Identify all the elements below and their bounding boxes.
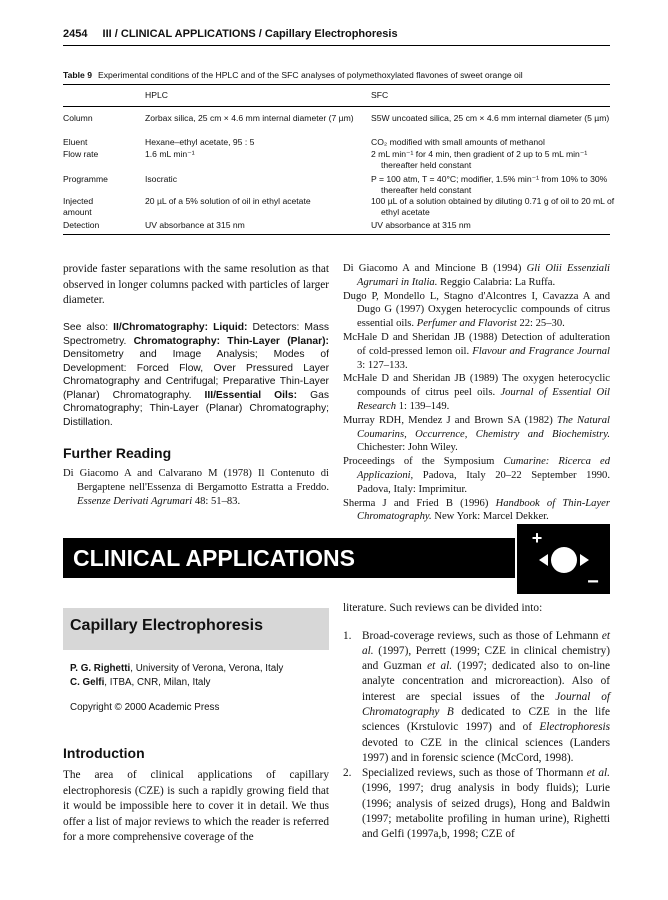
list-number: 1. [343, 629, 352, 642]
ref-journal: Essenze Derivati Agrumari [77, 495, 193, 507]
table-cell-param: Eluent [63, 137, 88, 147]
table-cell-sfc: 100 µL of a solution obtained by diluting 0.71 g of oil to 20 mL of ethyl acetate [371, 196, 615, 217]
list-text: Specialized reviews, such as those of Thormann [362, 767, 584, 780]
ref-text: Reggio Calabria: La Ruffa. [440, 276, 556, 288]
list-intro: literature. Such reviews can be divided into: [343, 602, 543, 614]
see-also-link[interactable]: Chromatography: Thin-Layer (Planar): [133, 335, 329, 347]
table-cell-sfc: UV absorbance at 315 nm [371, 220, 471, 230]
reference-list [343, 262, 610, 524]
plus-sign: + [531, 528, 543, 548]
author-affiliation: , University of Verona, Verona, Italy [130, 663, 284, 674]
table-caption-text: Experimental conditions of the HPLC and of the SFC analyses of polymethoxylated flavones of sweet orange oil [97, 70, 523, 80]
list-italic: et al. [362, 629, 610, 657]
ref-text: Sherma J and Fried B (1996) [343, 497, 489, 509]
table-cell-hplc: 20 µL of a 5% solution of oil in ethyl acetate [145, 196, 311, 206]
see-also-label: See also: [63, 322, 109, 333]
ref-title: Gli Olii Essenziali Agrumari in Italia. [357, 263, 610, 288]
list-italic: Electrophoresis [539, 721, 611, 734]
ref-title: The Natural Coumarins, Occurrence, Chemistry and Biochemistry. [357, 414, 610, 440]
ref-text: Chichester: John Wiley. [357, 442, 458, 454]
zoom-navigator-icon [517, 524, 610, 594]
ref-text: 1: 139–149. [398, 400, 450, 412]
table-cell-hplc: 1.6 mL min⁻¹ [145, 149, 195, 159]
ref-title: Flavour and Fragrance Journal [472, 345, 611, 357]
table-rule-bottom [63, 234, 610, 235]
ref-text: Dugo P, Mondello L, Stagno d'Alcontres I, Cavazza A and Dugo G (1997) Oxygen heterocyclic compounds of citrus essential oils. [343, 290, 610, 330]
reference [343, 290, 610, 331]
banner-title: CLINICAL APPLICATIONS [73, 545, 355, 571]
author-line [70, 662, 283, 676]
review-list [343, 601, 610, 843]
list-italic: Journal of Chromatography B [362, 690, 610, 718]
running-header [63, 28, 398, 40]
ref-text: 22: 25–30. [519, 318, 565, 330]
reference [343, 414, 610, 455]
reference [343, 262, 610, 290]
list-italic: et al. [427, 660, 453, 673]
table-cell-sfc: CO₂ modified with small amounts of methanol [371, 137, 545, 147]
ref-title: Handbook of Thin-Layer Chromatography. [357, 497, 610, 523]
article-title: Capillary Electrophoresis [70, 617, 263, 634]
reference [63, 467, 329, 508]
table-cell-hplc: Zorbax silica, 25 cm × 4.6 mm internal diameter (7 µm) [145, 113, 354, 123]
reference [343, 331, 610, 372]
author-name: C. Gelfi [70, 677, 105, 688]
ref-text: 3: 127–133. [357, 359, 408, 371]
see-also-text: Densitometry and Image Analysis; Modes of Development: Forced Flow, Over Pressured Layer Chromatography and Centrifugal; Preparative Thin-Layer (Planar) Chromatography. [63, 349, 329, 401]
ref-text: New York: Marcel Dekker. [434, 511, 549, 523]
table-label: Table 9 [63, 70, 92, 80]
list-text: Broad-coverage reviews, such as those of Lehmann [362, 629, 599, 642]
list-italic: et al. [586, 767, 610, 780]
table-rule-mid [63, 106, 610, 107]
introduction-text: The area of clinical applications of capillary electrophoresis (CZE) is such a rapidly growing field that it would be impossible here to cover it in detail. We thus offer a list of major reviews to which the reader is referred for a more comprehensive coverage of the [63, 769, 329, 843]
ref-text: Murray RDH, Mendez J and Brown SA (1982) [343, 414, 553, 426]
table-cell-param: Detection [63, 220, 100, 230]
list-text: (1997; dedicated also to on-line analyte concentration and microreaction). Also of interest are special issues of the [362, 660, 610, 703]
see-also-text: Gas Chromatography; Thin-Layer (Planar) Chromatography; Distillation. [63, 389, 329, 428]
ref-text: Proceedings of the Symposium [343, 456, 495, 468]
further-reading-heading: Further Reading [63, 445, 172, 461]
reference [343, 497, 610, 525]
list-item [343, 629, 610, 767]
list-text: (1996, 1997; drug analysis in body fluids); Lurie (1996; analysis of seized drugs), Hong and Baldwin (1997; metabolite profiling in human urine), Righetti and Gelfi (1997a,b, 1998; CZE of [362, 782, 610, 841]
list-text: dedicated to CZE in the life sciences (Krstulovic 1997) and of [362, 705, 610, 734]
further-reading-list [63, 467, 329, 508]
ref-text: McHale D and Sheridan JB (1988) Detection of adulteration of cold-pressed lemon oil. [343, 331, 610, 357]
ref-text: 48: 51–83. [194, 495, 241, 507]
see-also-text: Detectors: Mass Spectrometry. [63, 322, 329, 347]
ref-title: Journal of Essential Oil Research [357, 387, 610, 412]
table-cell-param: Flow rate [63, 149, 99, 159]
list-number: 2. [343, 767, 352, 780]
authors [70, 662, 283, 690]
author-name: P. G. Righetti [70, 663, 131, 674]
table-header-hplc: HPLC [145, 90, 168, 100]
header-rule [63, 45, 610, 46]
see-also-link[interactable]: III/Essential Oils: [204, 389, 298, 401]
section-path: III / CLINICAL APPLICATIONS / Capillary Electrophoresis [102, 28, 398, 40]
introduction-heading: Introduction [63, 745, 145, 761]
table-cell-hplc: Isocratic [145, 174, 177, 184]
paragraph: provide faster separations with the same resolution as that observed in longer columns packed with particles of larger diameter. [63, 263, 329, 306]
table-caption [63, 70, 623, 80]
author-line [70, 676, 283, 690]
ref-title: Perfumer and Flavorist [416, 318, 517, 330]
table-cell-sfc: P = 100 atm, T = 40°C; modifier, 1.5% min⁻¹ from 10% to 30% thereafter held constant [371, 174, 608, 195]
table-header-sfc: SFC [371, 90, 389, 100]
list-item [343, 766, 610, 842]
list-text: devoted to CZE in the clinical sciences (Landers 1997) and in forensic science (McCord, 1998). [362, 736, 610, 764]
copyright: Copyright © 2000 Academic Press [70, 702, 220, 713]
ref-text: McHale D and Sheridan JB (1989) The oxygen heterocyclic compounds of citrus peel oils. [343, 373, 610, 399]
see-also-link[interactable]: II/Chromatography: Liquid: [113, 322, 248, 333]
author-affiliation: , ITBA, CNR, Milan, Italy [104, 677, 211, 688]
ref-title: Cumarine: Ricerca ed Applicazioni, [357, 456, 610, 481]
reference [343, 372, 610, 413]
reference [343, 455, 610, 496]
page-number: 2454 [63, 28, 88, 40]
table-cell-param: Injected amount [63, 196, 94, 217]
minus-sign: − [587, 571, 599, 593]
table-cell-hplc: UV absorbance at 315 nm [145, 220, 245, 230]
table-cell-param: Programme [63, 174, 108, 184]
ref-text: Di Giacomo A and Calvarano M (1978) Il Contenuto di Bergaptene nell'Essenza di Bergamotto Estratta a Freddo. [63, 468, 329, 493]
table-rule-top [63, 84, 610, 85]
table-cell-sfc: S5W uncoated silica, 25 cm × 4.6 mm internal diameter (5 µm) [371, 113, 610, 123]
table-cell-sfc: 2 mL min⁻¹ for 4 min, then gradient of 2 up to 5 mL min⁻¹ thereafter held constant [371, 149, 588, 170]
table-cell-hplc: Hexane–ethyl acetate, 95 : 5 [145, 137, 255, 147]
ref-text: Padova, Italy 20–22 September 1990. Padova, Italy: Imprimitur. [357, 469, 610, 495]
ref-text: Di Giacomo A and Mincione B (1994) [343, 263, 522, 274]
list-text: (1997), Perrett (1999; CZE in clinical chemistry) and Guzman [362, 644, 610, 673]
see-also [63, 321, 329, 429]
table-cell-param: Column [63, 113, 93, 123]
